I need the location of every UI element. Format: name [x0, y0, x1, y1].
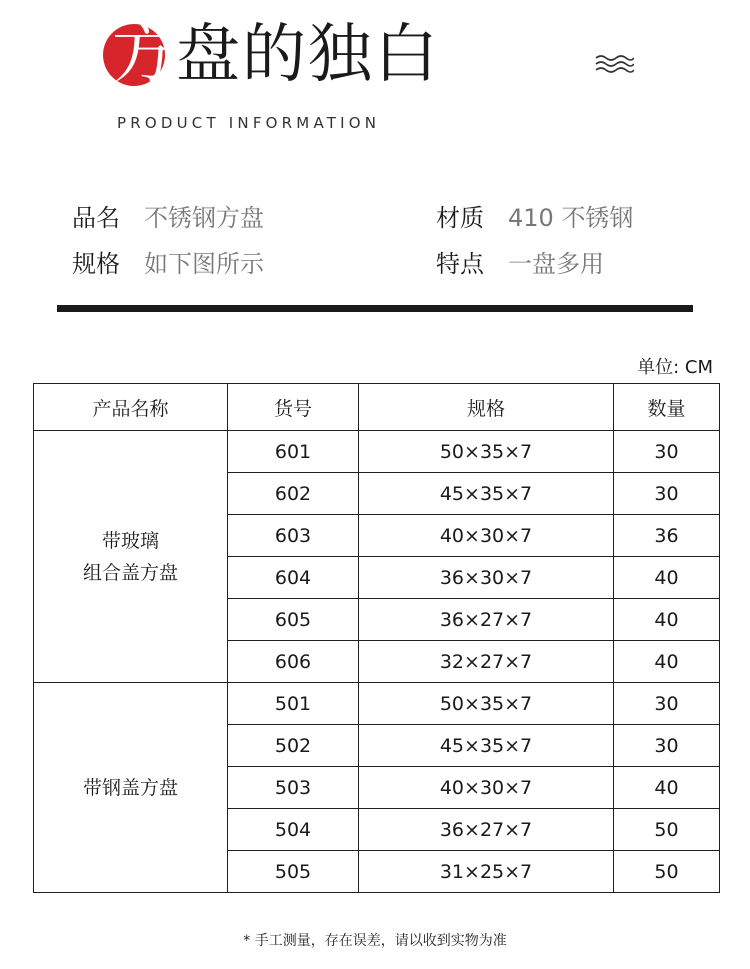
group-name-cell	[34, 683, 228, 893]
qty-cell: 30	[614, 431, 720, 473]
code-cell: 503	[228, 767, 359, 809]
code-cell: 604	[228, 557, 359, 599]
qty-cell: 40	[614, 557, 720, 599]
spec-cell: 36×27×7	[359, 599, 614, 641]
info-material	[436, 203, 633, 233]
spec-cell: 40×30×7	[359, 515, 614, 557]
qty-cell: 50	[614, 809, 720, 851]
header-spec: 规格	[359, 384, 614, 431]
page-header	[0, 0, 750, 150]
group-name-cell	[34, 431, 228, 683]
spec-cell: 50×35×7	[359, 431, 614, 473]
logo-title: 盘的独白	[176, 18, 440, 92]
info-spec-key: 规格	[72, 250, 120, 278]
qty-cell: 50	[614, 851, 720, 893]
spec-table	[33, 383, 720, 893]
qty-cell: 30	[614, 683, 720, 725]
spec-cell: 40×30×7	[359, 767, 614, 809]
code-cell: 601	[228, 431, 359, 473]
spec-cell: 31×25×7	[359, 851, 614, 893]
group-name-line: 组合盖方盘	[82, 561, 178, 584]
spec-cell: 45×35×7	[359, 725, 614, 767]
code-cell: 602	[228, 473, 359, 515]
footnote: * 手工测量，存在误差，请以收到实物为准	[243, 933, 507, 949]
spec-cell: 50×35×7	[359, 683, 614, 725]
subtitle: PRODUCT INFORMATION	[117, 114, 381, 132]
code-cell: 504	[228, 809, 359, 851]
info-spec	[72, 249, 264, 279]
code-cell: 603	[228, 515, 359, 557]
code-cell: 606	[228, 641, 359, 683]
header-code: 货号	[228, 384, 359, 431]
code-cell: 502	[228, 725, 359, 767]
info-material-value: 410 不锈钢	[508, 204, 634, 232]
code-cell: 505	[228, 851, 359, 893]
qty-cell: 30	[614, 473, 720, 515]
info-name-value: 不锈钢方盘	[144, 204, 264, 232]
wave-icon	[594, 54, 634, 74]
table-row	[34, 683, 720, 725]
section-divider	[57, 305, 693, 312]
spec-cell: 36×30×7	[359, 557, 614, 599]
header-qty: 数量	[614, 384, 720, 431]
info-feature-value: 一盘多用	[508, 250, 604, 278]
spec-cell: 32×27×7	[359, 641, 614, 683]
spec-cell: 45×35×7	[359, 473, 614, 515]
info-feature	[436, 249, 604, 279]
info-material-key: 材质	[436, 204, 484, 232]
qty-cell: 40	[614, 767, 720, 809]
qty-cell: 40	[614, 641, 720, 683]
info-name	[72, 203, 264, 233]
spec-cell: 36×27×7	[359, 809, 614, 851]
qty-cell: 40	[614, 599, 720, 641]
qty-cell: 36	[614, 515, 720, 557]
unit-label: 单位: CM	[637, 357, 713, 378]
info-name-key: 品名	[72, 204, 120, 232]
info-spec-value: 如下图所示	[144, 250, 264, 278]
info-feature-key: 特点	[436, 250, 484, 278]
code-cell: 605	[228, 599, 359, 641]
group-name-line: 带玻璃	[101, 529, 159, 552]
group-name-line: 带钢盖方盘	[82, 776, 178, 799]
qty-cell: 30	[614, 725, 720, 767]
logo-first-char: 方	[112, 18, 176, 92]
table-row	[34, 431, 720, 473]
header-product-name: 产品名称	[34, 384, 228, 431]
code-cell: 501	[228, 683, 359, 725]
table-header-row	[34, 384, 720, 431]
